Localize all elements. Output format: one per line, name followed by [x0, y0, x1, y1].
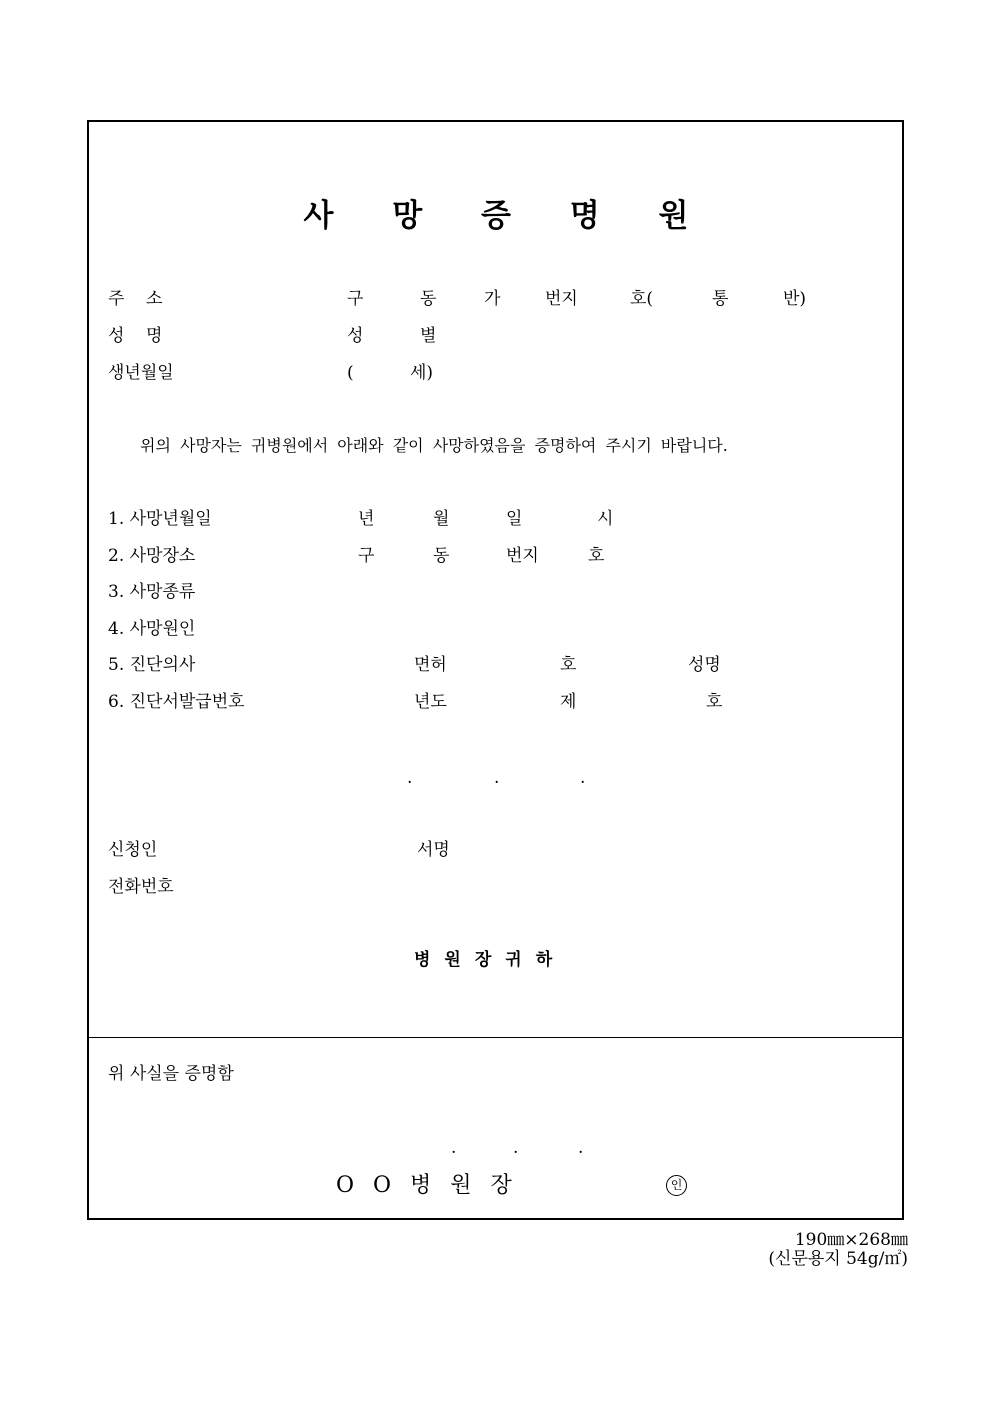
hospital-director: O O 병 원 장 [336, 1173, 518, 1198]
address-gu: 구 [347, 289, 364, 309]
addressee: 병원장귀하 [414, 950, 567, 970]
name-label: 성 명 [108, 326, 163, 346]
item-2-bunji: 번지 [506, 546, 539, 566]
paper-size: 190㎜×268㎜ [794, 1230, 908, 1250]
paper-spec: (신문용지 54g/㎡) [768, 1249, 908, 1269]
request-text: 위의 사망자는 귀병원에서 아래와 같이 사망하였음을 증명하여 주시기 바랍니다. [140, 436, 728, 455]
age-open: ( [347, 363, 354, 383]
sex-label: 성 [347, 326, 364, 346]
certify-dot-3: . [578, 1138, 584, 1158]
section-divider [87, 1037, 904, 1038]
date-dot-3: . [580, 768, 586, 788]
item-4-label: 4. 사망원인 [108, 619, 196, 639]
item-2-label: 2. 사망장소 [108, 546, 196, 566]
item-6-label: 6. 진단서발급번호 [108, 692, 245, 712]
item-5-license: 면허 [414, 655, 447, 675]
address-label: 주 소 [108, 289, 163, 309]
item-5-label: 5. 진단의사 [108, 655, 196, 675]
age-close: 세) [410, 363, 434, 383]
phone-label: 전화번호 [108, 877, 174, 897]
item-3-label: 3. 사망종류 [108, 582, 196, 602]
item-6-year: 년도 [414, 692, 447, 712]
item-2-dong: 동 [433, 546, 450, 566]
applicant-label: 신청인 [108, 840, 158, 860]
item-5-name: 성명 [688, 655, 721, 675]
document-title: 사 망 증 명 원 [303, 198, 713, 234]
item-1-hour: 시 [597, 509, 614, 529]
date-dot-1: . [407, 768, 413, 788]
signature-label: 서명 [417, 840, 450, 860]
date-dot-2: . [494, 768, 500, 788]
item-1-year: 년 [358, 509, 375, 529]
dob-label: 생년월일 [108, 363, 174, 383]
item-6-je: 제 [560, 692, 577, 712]
item-2-gu: 구 [358, 546, 375, 566]
form-frame [87, 120, 904, 1220]
address-tong: 통 [712, 289, 729, 309]
address-ho: 호( [630, 289, 654, 309]
address-ga: 가 [484, 289, 501, 309]
sex-label-2: 별 [420, 326, 437, 346]
seal-mark: 인 [666, 1175, 687, 1196]
item-1-month: 월 [433, 509, 450, 529]
item-6-ho: 호 [706, 692, 723, 712]
address-ban: 반) [783, 289, 807, 309]
item-5-ho: 호 [560, 655, 577, 675]
address-dong: 동 [420, 289, 437, 309]
item-1-day: 일 [506, 509, 523, 529]
certify-text: 위 사실을 증명함 [108, 1064, 234, 1084]
address-bunji: 번지 [545, 289, 578, 309]
item-2-ho: 호 [588, 546, 605, 566]
item-1-label: 1. 사망년월일 [108, 509, 212, 529]
certify-dot-2: . [513, 1138, 519, 1158]
certify-dot-1: . [451, 1138, 457, 1158]
